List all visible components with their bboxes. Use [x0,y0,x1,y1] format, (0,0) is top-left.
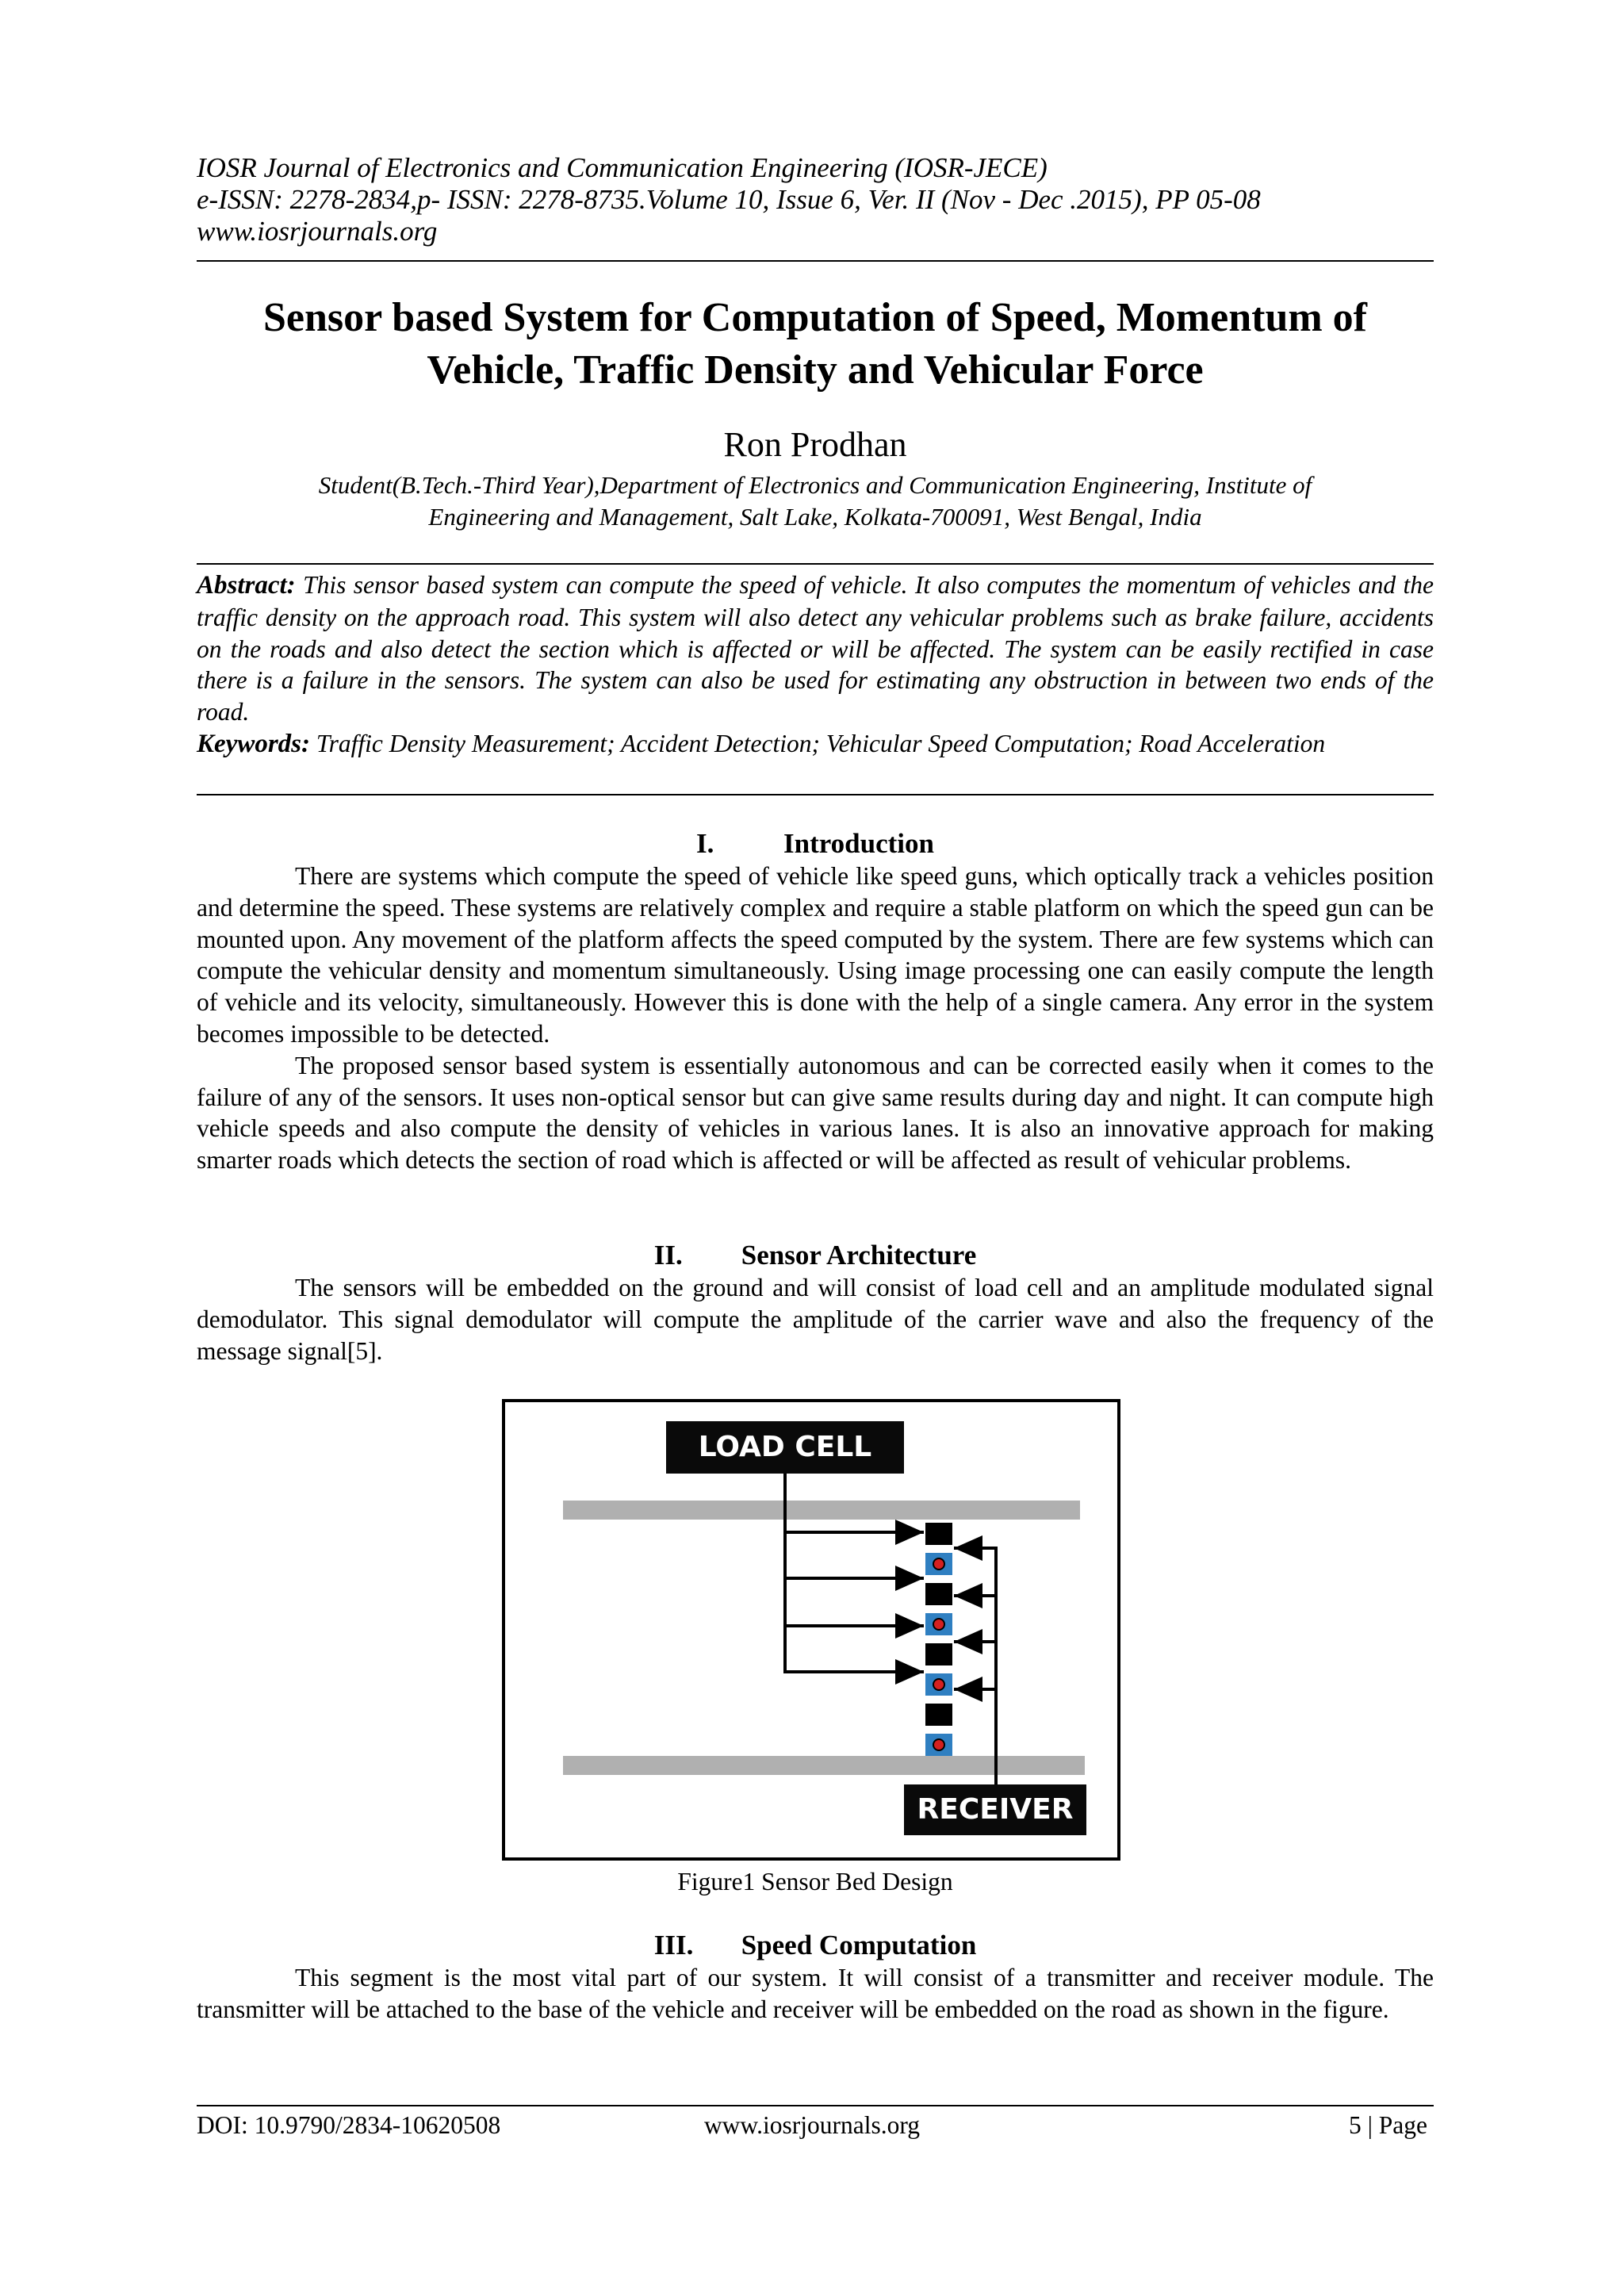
paper-title [197,292,1434,397]
road-edge-top [563,1501,1080,1520]
affiliation-line-2: Engineering and Management, Salt Lake, Kolkata-700091, West Bengal, India [428,503,1202,531]
paragraph: The sensors will be embedded on the ground and will consist of load cell and an amplitude modulated signal demodulator. This signal demodulator will compute the amplitude of the carrier wave and also the frequency of the message signal[5]. [197,1274,1434,1365]
keywords-label: Keywords: [197,729,310,758]
figure-caption: Figure1 Sensor Bed Design [677,1868,953,1895]
abstract-bottom-rule [197,794,1434,795]
header-rule [197,260,1434,262]
load-cell-sensor-3 [925,1643,952,1665]
sensor-architecture-body [197,1272,1434,1366]
paragraph: This segment is the most vital part of our system. It will consist of a transmitter and receiver module. The transmitter will be attached to the base of the vehicle and receiver will be embedded on the road as shown in the figure. [197,1964,1434,2023]
section-title: Introduction [783,828,934,859]
journal-issn: e-ISSN: 2278-2834,p- ISSN: 2278-8735.Volume 10, Issue 6, Ver. II (Nov - Dec .2015), PP 05-08 [197,184,1261,215]
section-number: I. [696,828,714,859]
introduction-body [197,861,1434,1176]
sensor-bed-diagram [505,1402,1117,1857]
load-cell-sensor-1 [925,1523,952,1545]
receiver-sensor-dot-3 [933,1679,944,1690]
load-cell-sensor-2 [925,1583,952,1605]
keywords-paragraph [197,728,1434,761]
receiver-sensor-dot-2 [933,1619,944,1630]
load-cell-sensor-4 [925,1704,952,1726]
keywords-text: Traffic Density Measurement; Accident Detection; Vehicular Speed Computation; Road Acceleration [316,729,1326,757]
section-heading-introduction [197,827,1434,861]
road-edge-bottom [563,1756,1085,1775]
abstract-text: This sensor based system can compute the speed of vehicle. It also computes the momentum of vehicles and the traffic density on the approach road. This system will also detect any vehicular problems such as brake failure, accidents on the roads and also detect the section which is affected or will be affected. The system can be easily rectified in case there is a failure in the sensors. The system can also be used for estimating any obstruction in between two ends of the road. [197,571,1434,726]
author-affiliation [238,470,1392,533]
footer-doi: DOI: 10.9790/2834-10620508 [197,2111,501,2139]
abstract-paragraph [197,569,1434,728]
title-line-1: Sensor based System for Computation of Speed, Momentum of [263,295,1367,340]
receiver-sensor-dot-4 [933,1739,944,1750]
abstract-block [197,569,1434,761]
journal-name: IOSR Journal of Electronics and Communication Engineering (IOSR-JECE) [197,152,1048,183]
receiver-label: RECEIVER [917,1793,1074,1826]
author-name: Ron Prodhan [723,425,907,464]
section-heading-speed-computation [197,1929,1434,1962]
section-number: II. [653,1240,683,1271]
section-heading-sensor-architecture [197,1239,1434,1272]
footer-website[interactable]: www.iosrjournals.org [703,2111,921,2139]
title-line-2: Vehicle, Traffic Density and Vehicular Force [427,347,1204,393]
receiver-sensor-dot-1 [933,1558,944,1570]
footer-page-number: 5 | Page [1348,2111,1427,2139]
section-title: Speed Computation [741,1930,977,1961]
section-number: III. [653,1930,694,1961]
paragraph: There are systems which compute the speed of vehicle like speed guns, which optically track a vehicles position and determine the speed. These systems are relatively complex and require a stable platform on which the speed gun can be mounted upon. Any movement of the platform affects the speed computed by the system. There are few systems which can compute the vehicular density and momentum simultaneously. Using image processing one can easily compute the length of vehicle and its velocity, simultaneously. However this is done with the help of a single camera. Any error in the system becomes impossible to be detected. [197,862,1434,1048]
footer-rule [197,2105,1434,2106]
affiliation-line-1: Student(B.Tech.-Third Year),Department of Electronics and Communication Engineering, Institute of [318,471,1312,499]
load-cell-label: LOAD CELL [698,1431,872,1463]
abstract-top-rule [197,563,1434,565]
paragraph: The proposed sensor based system is essentially autonomous and can be corrected easily when it comes to the failure of any of the sensors. It uses non-optical sensor but can give same results during day and night. It can compute high vehicle speeds and also compute the density of vehicles in various lanes. It is also an innovative approach for making smarter roads which detects the section of road which is affected or will be affected as result of vehicular problems. [197,1051,1434,1175]
abstract-label: Abstract: [197,571,296,600]
sensor-bed-figure [502,1399,1120,1861]
section-title: Sensor Architecture [741,1240,977,1271]
journal-website[interactable]: www.iosrjournals.org [197,216,438,247]
speed-computation-body [197,1962,1434,2026]
